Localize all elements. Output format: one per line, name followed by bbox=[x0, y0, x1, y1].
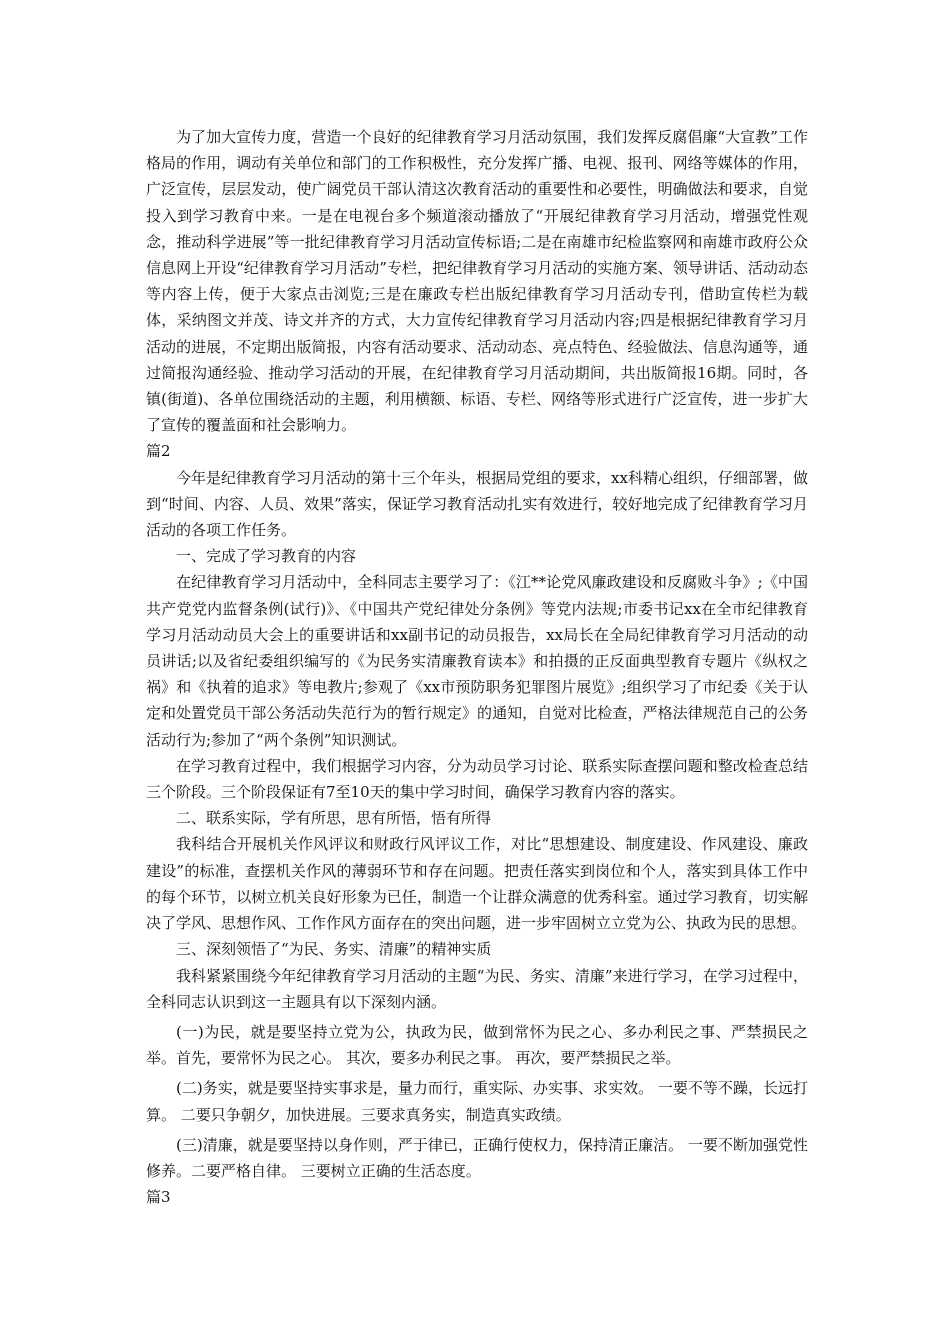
section-title-3: 篇3 bbox=[146, 1188, 171, 1207]
paragraph-theme: 我科紧紧围绕今年纪律教育学习月活动的主题“为民、务实、清廉”来进行学习，在学习过程中，全科同志认识到这一主题具有以下深刻内涵。 bbox=[146, 966, 808, 1011]
heading-1: 一、完成了学习教育的内容 bbox=[176, 547, 357, 566]
paragraph-practice: 我科结合开展机关作风评议和财政行风评议工作，对比“思想建设、制度建设、作风建设、廉政建设”的标准，查摆机关作风的薄弱环节和存在问题。把责任落实到岗位和个人，落实到具体工作中的每个环节，以树立机关良好形象为已任，制造一个让群众满意的优秀科室。通过学习教育，切实解决了学风、思想作风、工作作风方面存在的突出问题，进一步牢固树立立党为公、执政为民的思想。 bbox=[146, 835, 808, 933]
paragraph-pragmatic: (二)务实，就是要坚持实事求是，量力而行，重实际、办实事、求实效。 一要不等不躁，长远打算。 二要只争朝夕，加快进展。三要求真务实，制造真实政绩。 bbox=[146, 1079, 808, 1124]
paragraph-study-stages: 在学习教育过程中，我们根据学习内容，分为动员学习讨论、联系实际查摆问题和整改检查总结三个阶段。三个阶段保证有7至10天的集中学习时间，确保学习教育内容的落实。 bbox=[146, 756, 808, 802]
paragraph-intro: 今年是纪律教育学习月活动的第十三个年头，根据局党组的要求，xx科精心组织，仔细部署，做到“时间、内容、人员、效果”落实，保证学习教育活动扎实有效进行，较好地完成了纪律教育学习月活动的各项工作任务。 bbox=[146, 468, 808, 540]
heading-2: 二、联系实际，学有所思，思有所悟，悟有所得 bbox=[176, 809, 492, 828]
paragraph-publicity: 为了加大宣传力度，营造一个良好的纪律教育学习月活动氛围，我们发挥反腐倡廉“大宣教”工作格局的作用，调动有关单位和部门的工作积极性，充分发挥广播、电视、报刊、网络等媒体的作用，广泛宣传，层层发动，使广阔党员干部认清这次教育活动的重要性和必要性，明确做法和要求，自觉投入到学习教育中来。一是在电视台多个频道滚动播放了“开展纪律教育学习月活动，增强党性观念，推动科学进展”等一批纪律教育学习月活动宣传标语;二是在南雄市纪检监察网和南雄市政府公众信息网上开设“纪律教育学习月活动”专栏，把纪律教育学习月活动的实施方案、领导讲话、活动动态等内容上传，便于大家点击浏览;三是在廉政专栏出版纪律教育学习月活动专刊，借助宣传栏为载体，采纳图文并茂、诗文并齐的方式，大力宣传纪律教育学习月活动内容;四是根据纪律教育学习月活动的进展，不定期出版简报，内容有活动要求、活动动态、亮点特色、经验做法、信息沟通等，通过简报沟通经验、推动学习活动的开展，在纪律教育学习月活动期间，共出版简报16期。同时，各镇(街道)、各单位围绕活动的主题，利用横额、标语、专栏、网络等形式进行广泛宣传，进一步扩大了宣传的覆盖面和社会影响力。 bbox=[146, 128, 808, 435]
paragraph-for-people: (一)为民，就是要坚持立党为公，执政为民，做到常怀为民之心、多办利民之事、严禁损民之举。首先，要常怀为民之心。 其次，要多办利民之事。 再次，要严禁损民之举。 bbox=[146, 1022, 808, 1068]
paragraph-clean: (三)清廉，就是要坚持以身作则，严于律已，正确行使权力，保持清正廉洁。 一要不断加强党性修养。二要严格自律。 三要树立正确的生活态度。 bbox=[146, 1135, 808, 1180]
paragraph-study-content: 在纪律教育学习月活动中，全科同志主要学习了：《江**论党风廉政建设和反腐败斗争》;《中国共产党党内监督条例(试行)》、《中国共产党纪律处分条例》等党内法规;市委书记xx在全市纪律教育学习月活动动员大会上的重要讲话和xx副书记的动员报告，xx局长在全局纪律教育学习月活动的动员讲话;以及省纪委组织编写的《为民务实清廉教育读本》和拍摄的正反面典型教育专题片《纵权之祸》和《执着的追求》等电教片;参观了《xx市预防职务犯罪图片展览》;组织学习了市纪委《关于认定和处置党员干部公务活动失范行为的暂行规定》的通知，自觉对比检查，严格法律规范自己的公务活动行为;参加了“两个条例”知识测试。 bbox=[146, 573, 808, 749]
section-title-2: 篇2 bbox=[146, 442, 171, 461]
heading-3: 三、深刻领悟了“为民、务实、清廉”的精神实质 bbox=[176, 940, 492, 959]
document-page bbox=[146, 124, 808, 1210]
